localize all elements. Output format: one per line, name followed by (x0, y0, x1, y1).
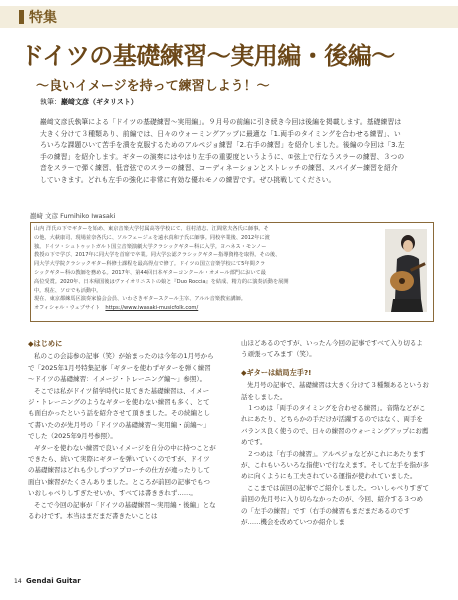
section-heading (241, 367, 429, 378)
body-paragraph: ここまでは前回の記事でご紹介しました。ついしゃべりすぎて前回の先月号に入り切らなかったのが、今回、紹介する３つめの「左手の練習」です（右手の練習もまだまだあるのですが……機会を改めていつか紹介しま (241, 483, 429, 527)
profile-text (34, 225, 384, 313)
profile-line: シックギター科の教師を務める。2017年、第44回日本ギターコンクール・オメール部門において最 (34, 269, 266, 276)
body-paragraph: 私のこの会誌参の記事（笑）が始まったのは今年の1月号からで「2025年1月号特集記事「ギターを使わずギターを弾く練習～ドイツの基礎練習：イメージ・トレーニング編～」参照）。 (28, 352, 214, 384)
byline (40, 97, 138, 107)
profile-line: 中。現在、ソロでも活動中。 (34, 287, 102, 294)
profile-line: 教授の下で学び、2017年に同大学を首席で卒業。同大学公認クラシックギター指導資格を取得。その後、 (34, 252, 281, 259)
byline-author: 巖﨑文彦（ギタリスト） (61, 98, 138, 106)
lead-line: 音をスラーで弾く練習、低音弦でのスラーの練習、コーディネーションとストレッチの練習、スパイダー練習を紹介 (40, 164, 398, 172)
body-paragraph: ギターを使わない練習で良いイメージを自分の中に持つことができたら、続いて実際にギターを弾いていくのですが、ドイツの基礎練習はどれも少しずつアプローチの仕方が違ったりして面白い練習がたくさんありました。ところが前回の記事でもついおしゃべりしすぎたせいか、すべては書ききれず……。 (28, 443, 216, 498)
website-label: オフィシャル・ウェブサイト (34, 305, 101, 312)
lead-line: 大きく分けて３種類あり、前編では、日々のウォーミングアップに最適な「1.両手のタイミングを合わせる練習」、い (40, 129, 401, 138)
section-label: 特集 (29, 10, 57, 26)
profile-line: の他、大萩康司、現場並奈各氏に、ソルフェージュを遠水真和子氏に師事。同校卒業後、2012年に渡 (34, 234, 270, 241)
body-paragraph: そこで今回の記事が「ドイツの基礎練習～実用編・後編」となるわけです。本当はまだまだ書きたいことは (28, 500, 216, 521)
lead-line: 手の練習」を紹介します。ギターの演奏にはやはり左手の重要度というように、①弦上で行なうスラーの練習、３つの (40, 152, 405, 161)
profile-line: 同大学大学院クラシックギター科修士課程を最高得点で修了。ドイツの国立音楽学校にて5年間クラ (34, 261, 266, 268)
body-paragraph: 山ほどあるのですが、いったん今回の記事ですべて入り切るよう頑張ってみます（笑）。 (241, 339, 423, 359)
profile-line: 独。ドイツ・シュトゥットガルト国立音楽演劇大学クラシックギター科に入学。ヨハネス・モンノー (34, 243, 267, 250)
body-paragraph: １つめは「両手のタイミングを合わせる練習」。音階などがこれにあたり、どちらかの手だけが活躍するのではなく、両手をバランス良く使うので、日々の練習のウォーミングアップにお薦めです。 (241, 404, 429, 447)
section-heading (28, 338, 216, 349)
heading-text: ギターは結局左手?! (246, 367, 312, 377)
lead-line: していきます。どれも左手の強化に非常に有効な優れモノの練習です。ぜひ挑戦してください。 (40, 175, 336, 184)
guitarist-photo (385, 229, 427, 312)
lead-line: ろいろな課題ひいて苦手を潰を克服するためのアルペジョ練習「2.右手の練習」を紹介しました。後編の今回は「3.左 (40, 141, 405, 149)
left-column (28, 338, 216, 523)
page-number: 14 (14, 578, 22, 585)
guitarist-photo-illustration (385, 229, 427, 312)
diamond-icon: ◆ (28, 339, 34, 348)
profile-line: 現在、東京都練馬区演奏家協会会員、いわさきギタースクール主宰、アルル音楽教室講師。 (34, 296, 246, 303)
profile-line: 山内 洋氏の下でギターを始め、東京音楽大学付属高等学校にて、荘村清志、江間常夫各氏に師事。そ (34, 226, 269, 232)
website-link[interactable]: https://www.iwasaki-musicfolk.com/ (105, 305, 199, 312)
lead-line: 巖﨑文彦氏執筆による「ドイツの基礎練習～実用編」。９月号の前編に引き続き今回は後編を掲載します。基礎練習は (40, 118, 402, 126)
diamond-icon: ◆ (241, 367, 247, 377)
section-tag (0, 6, 458, 28)
profile-name: 巖﨑 文彦 Fumihiko Iwasaki (30, 212, 116, 220)
section-bar (19, 10, 24, 24)
article-subtitle: ～良いイメージを持って練習しよう！～ (36, 79, 270, 94)
body-paragraph: 先月号の記事で、基礎練習は大きく分けて３種類あるというお話をしました。 (241, 381, 429, 401)
heading-text: はじめに (33, 339, 63, 348)
profile-line: 高位受賞。2020年、日本帰国後はヴァイオリニストの娘と『Duo Roccia』を結成、精力的に演奏活動を展開 (34, 278, 289, 285)
website-line (34, 304, 384, 313)
magazine-name: Gendai Guitar (26, 577, 81, 585)
right-column (241, 338, 429, 529)
body-paragraph: ２つめは「右手の練習」。アルペジョなどがこれにあたりますが、これもいろいろな指使いで行なえます。そして左手を指が多めに向くようにも工夫されている運指が使われていました。 (241, 449, 429, 481)
byline-prefix: 執筆： (40, 98, 61, 106)
body-paragraph: そこでは私がドイツ留学時代に見てきた基礎練習は、イメージ・トレーニングのようなギターを使わない練習も多く、とても面白かったという話を紹介させて頂きました。その続編として書いたのが先月号の「ドイツの基礎練習～実用編・前編～」でした（2025年9月号参照）。 (28, 386, 210, 441)
lead-paragraph (40, 117, 422, 186)
article-title: ドイツの基礎練習～実用編・後編～ (20, 41, 395, 70)
